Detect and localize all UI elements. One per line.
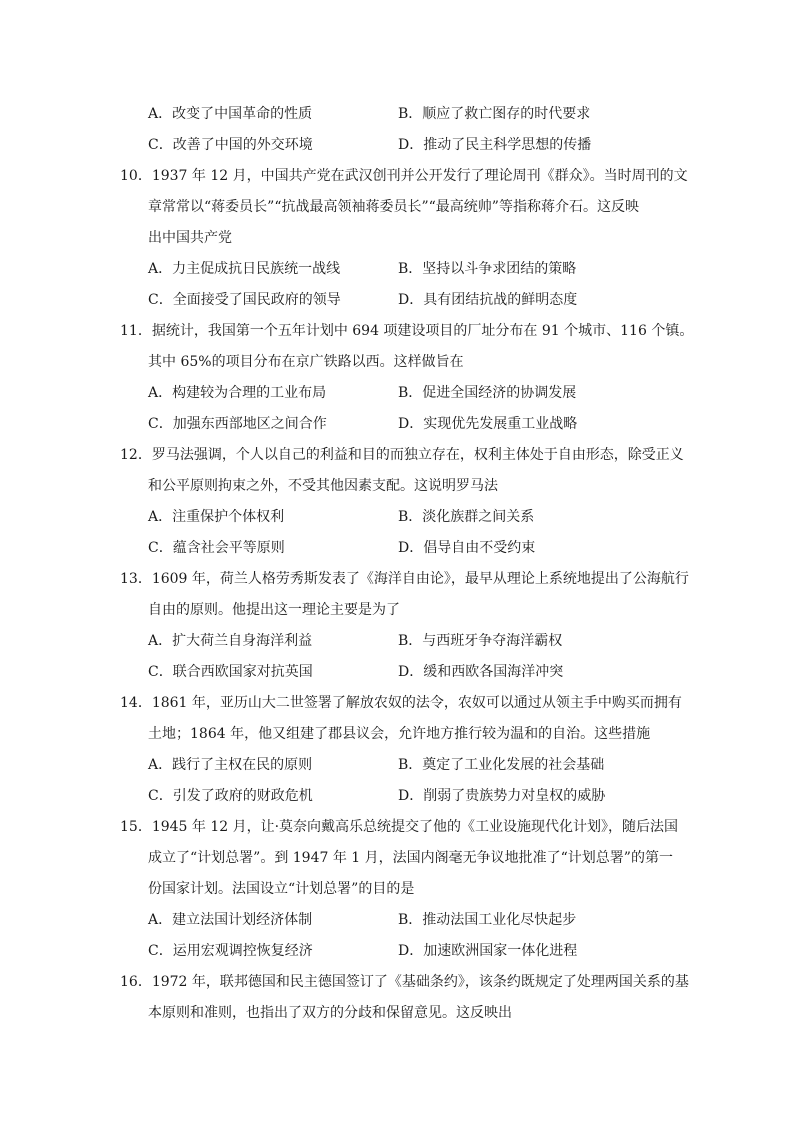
q12-option-b: B．淡化族群之间关系: [398, 509, 535, 525]
q15-option-a: A．建立法国计划经济体制: [148, 912, 313, 928]
q12-option-a: A．注重保护个体权利: [148, 509, 285, 525]
q11-stem-line-2: 其中 65%的项目分布在京广铁路以西。这样做旨在: [148, 354, 464, 370]
q13-stem-line-2: 自由的原则。他提出这一理论主要是为了: [148, 602, 400, 618]
q12-options-row-1: [120, 502, 680, 533]
q9-option-b: B．顺应了救亡图存的时代要求: [398, 106, 591, 122]
q15-stem-line-1: 15．1945 年 12 月，让·莫奈向戴高乐总统提交了他的《工业设施现代化计划》，随后法国: [120, 819, 679, 835]
q14-stem-line-2: 土地；1864 年，他又组建了郡县议会，允许地方推行较为温和的自治。这些措施: [148, 726, 651, 742]
q16-stem-line-2: 本原则和准则，也指出了双方的分歧和保留意见。这反映出: [148, 1005, 512, 1021]
q10-option-b: B．坚持以斗争求团结的策略: [398, 261, 577, 277]
q12-option-c: C．蕴含社会平等原则: [148, 540, 285, 556]
q9-option-d: D．推动了民主科学思想的传播: [398, 137, 592, 153]
q15-option-c: C．运用宏观调控恢复经济: [148, 943, 313, 959]
q12-options-row-2: [120, 533, 680, 564]
q12-option-d: D．倡导自由不受约束: [398, 540, 536, 556]
q15-stem-line-2: 成立了“计划总署”。到 1947 年 1 月，法国内阁毫无争议地批准了“计划总署”的第一: [148, 850, 673, 866]
q14-option-c: C．引发了政府的财政危机: [148, 788, 313, 804]
q13-options-row-1: [120, 626, 680, 657]
q10-options-row-2: [120, 285, 680, 316]
q9-option-a: A．改变了中国革命的性质: [148, 106, 313, 122]
q10-stem-line-1: 10．1937 年 12 月，中国共产党在武汉创刊并公开发行了理论周刊《群众》。当时周刊的文: [120, 168, 688, 184]
q12-stem-line-2: 和公平原则拘束之外，不受其他因素支配。这说明罗马法: [148, 478, 498, 494]
q14-option-a: A．践行了主权在民的原则: [148, 757, 313, 773]
q13-stem-line-1: 13．1609 年，荷兰人格劳秀斯发表了《海洋自由论》，最早从理论上系统地提出了公海航行: [120, 571, 689, 587]
q10-option-c: C．全面接受了国民政府的领导: [148, 292, 341, 308]
q15-option-b: B．推动法国工业化尽快起步: [398, 912, 577, 928]
q14-options-row-1: [120, 750, 680, 781]
q16-stem-line-1: 16．1972 年，联邦德国和民主德国签订了《基础条约》，该条约既规定了处理两国关系的基: [120, 974, 689, 990]
q9-options-row-2: [120, 130, 680, 161]
q14-option-b: B．奠定了工业化发展的社会基础: [398, 757, 605, 773]
q14-options-row-2: [120, 781, 680, 812]
q11-option-b: B．促进全国经济的协调发展: [398, 385, 577, 401]
q13-option-b: B．与西班牙争夺海洋霸权: [398, 633, 563, 649]
q13-option-d: D．缓和西欧各国海洋冲突: [398, 664, 564, 680]
q12-stem-line-1: 12．罗马法强调，个人以自己的利益和目的而独立存在，权利主体处于自由形态，除受正义: [120, 447, 684, 463]
q9-option-c: C．改善了中国的外交环境: [148, 137, 313, 153]
q11-option-d: D．实现优先发展重工业战略: [398, 416, 578, 432]
q10-stem-line-3: 出中国共产党: [148, 230, 232, 246]
q11-option-a: A．构建较为合理的工业布局: [148, 385, 327, 401]
q13-option-a: A．扩大荷兰自身海洋利益: [148, 633, 313, 649]
q15-options-row-2: [120, 936, 680, 967]
q11-option-c: C．加强东西部地区之间合作: [148, 416, 327, 432]
q15-options-row-1: [120, 905, 680, 936]
q10-options-row-1: [120, 254, 680, 285]
q15-option-d: D．加速欧洲国家一体化进程: [398, 943, 578, 959]
q10-stem-line-2: 章常常以“蒋委员长”“抗战最高领袖蒋委员长”“最高统帅”等指称蒋介石。这反映: [148, 199, 639, 215]
question-list: [120, 99, 694, 1029]
q13-options-row-2: [120, 657, 680, 688]
q10-option-a: A．力主促成抗日民族统一战线: [148, 261, 341, 277]
q10-option-d: D．具有团结抗战的鲜明态度: [398, 292, 578, 308]
q11-options-row-2: [120, 409, 680, 440]
q14-stem-line-1: 14．1861 年，亚历山大二世签署了解放农奴的法令，农奴可以通过从领主手中购买而拥有: [120, 695, 682, 711]
q15-stem-line-3: 份国家计划。法国设立“计划总署”的目的是: [148, 881, 415, 897]
q13-option-c: C．联合西欧国家对抗英国: [148, 664, 313, 680]
q11-stem-line-1: 11．据统计，我国第一个五年计划中 694 项建设项目的厂址分布在 91 个城市、116 个镇。: [120, 323, 694, 339]
q11-options-row-1: [120, 378, 680, 409]
q14-option-d: D．削弱了贵族势力对皇权的威胁: [398, 788, 606, 804]
q9-options-row-1: [120, 99, 680, 130]
